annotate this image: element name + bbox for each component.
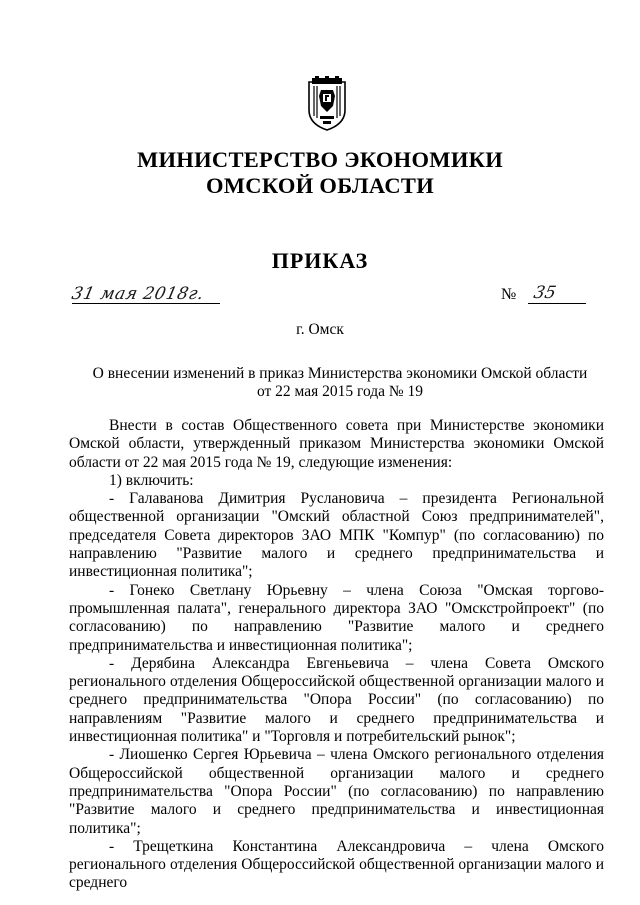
body-paragraph: - Лиошенко Сергея Юрьевича – члена Омского регионального отделения Общероссийской общественной организации малого и среднего предпринимательства "Опора России" (по согласованию) по направлению "Развитие малого и среднего предпринимательства и инвестиционная политика"; bbox=[69, 746, 604, 837]
body-paragraph: Внести в состав Общественного совета при Министерстве экономики Омской области, утвержденный приказом Министерства экономики Омской области от 22 мая 2015 года № 19, следующие изменения: bbox=[69, 417, 604, 471]
body-paragraph: 1) включить: bbox=[109, 471, 194, 489]
handwritten-date: 31 мая 2018г. bbox=[69, 284, 206, 304]
ministry-name-line1: МИНИСТЕРСТВО ЭКОНОМИКИ bbox=[136, 147, 504, 172]
handwritten-number: 35 bbox=[531, 283, 558, 303]
body-paragraph: - Дерябина Александра Евгеньевича – члена Совета Омского регионального отделения Общероссийской общественной организации малого и среднего предпринимательства "Опора России" (по согласованию) по направлениям "Развитие малого и среднего предпринимательства и инвестиционная политика" и "Торговля и потребительский рынок"; bbox=[69, 654, 604, 746]
subject-line1: О внесении изменений в приказ Министерства экономики Омской области bbox=[92, 365, 588, 382]
coat-of-arms-icon bbox=[305, 76, 349, 132]
body-paragraph: - Гонеко Светлану Юрьевну – члена Союза "Омская торгово-промышленная палата", генерального директора ЗАО "Омскстройпроект" (по согласованию) по направлению "Развитие малого и среднего предпринимательства и инвестиционная политика"; bbox=[69, 581, 604, 654]
date-underline bbox=[72, 303, 220, 304]
city-label: г. Омск bbox=[296, 321, 344, 338]
number-underline bbox=[528, 303, 586, 304]
document-body bbox=[69, 417, 604, 893]
subject-line2: от 22 мая 2015 года № 19 bbox=[256, 383, 424, 400]
ministry-name-line2: ОМСКОЙ ОБЛАСТИ bbox=[205, 173, 435, 198]
document-subject bbox=[60, 365, 620, 401]
document-type-title: ПРИКАЗ bbox=[271, 248, 369, 273]
number-sign-label: № bbox=[501, 286, 517, 303]
body-paragraph: - Трещеткина Константина Александровича – члена Омского регионального отделения Общероссийской общественной организации малого и среднего bbox=[69, 837, 604, 892]
body-paragraph: - Галаванова Димитрия Руслановича – президента Региональной общественной организации "Омский областной Союз предпринимателей", председателя Совета директоров ЗАО МПК "Компур" (по согласованию) по направлению "Развитие малого и среднего предпринимательства и инвестиционная политика"; bbox=[69, 490, 604, 581]
